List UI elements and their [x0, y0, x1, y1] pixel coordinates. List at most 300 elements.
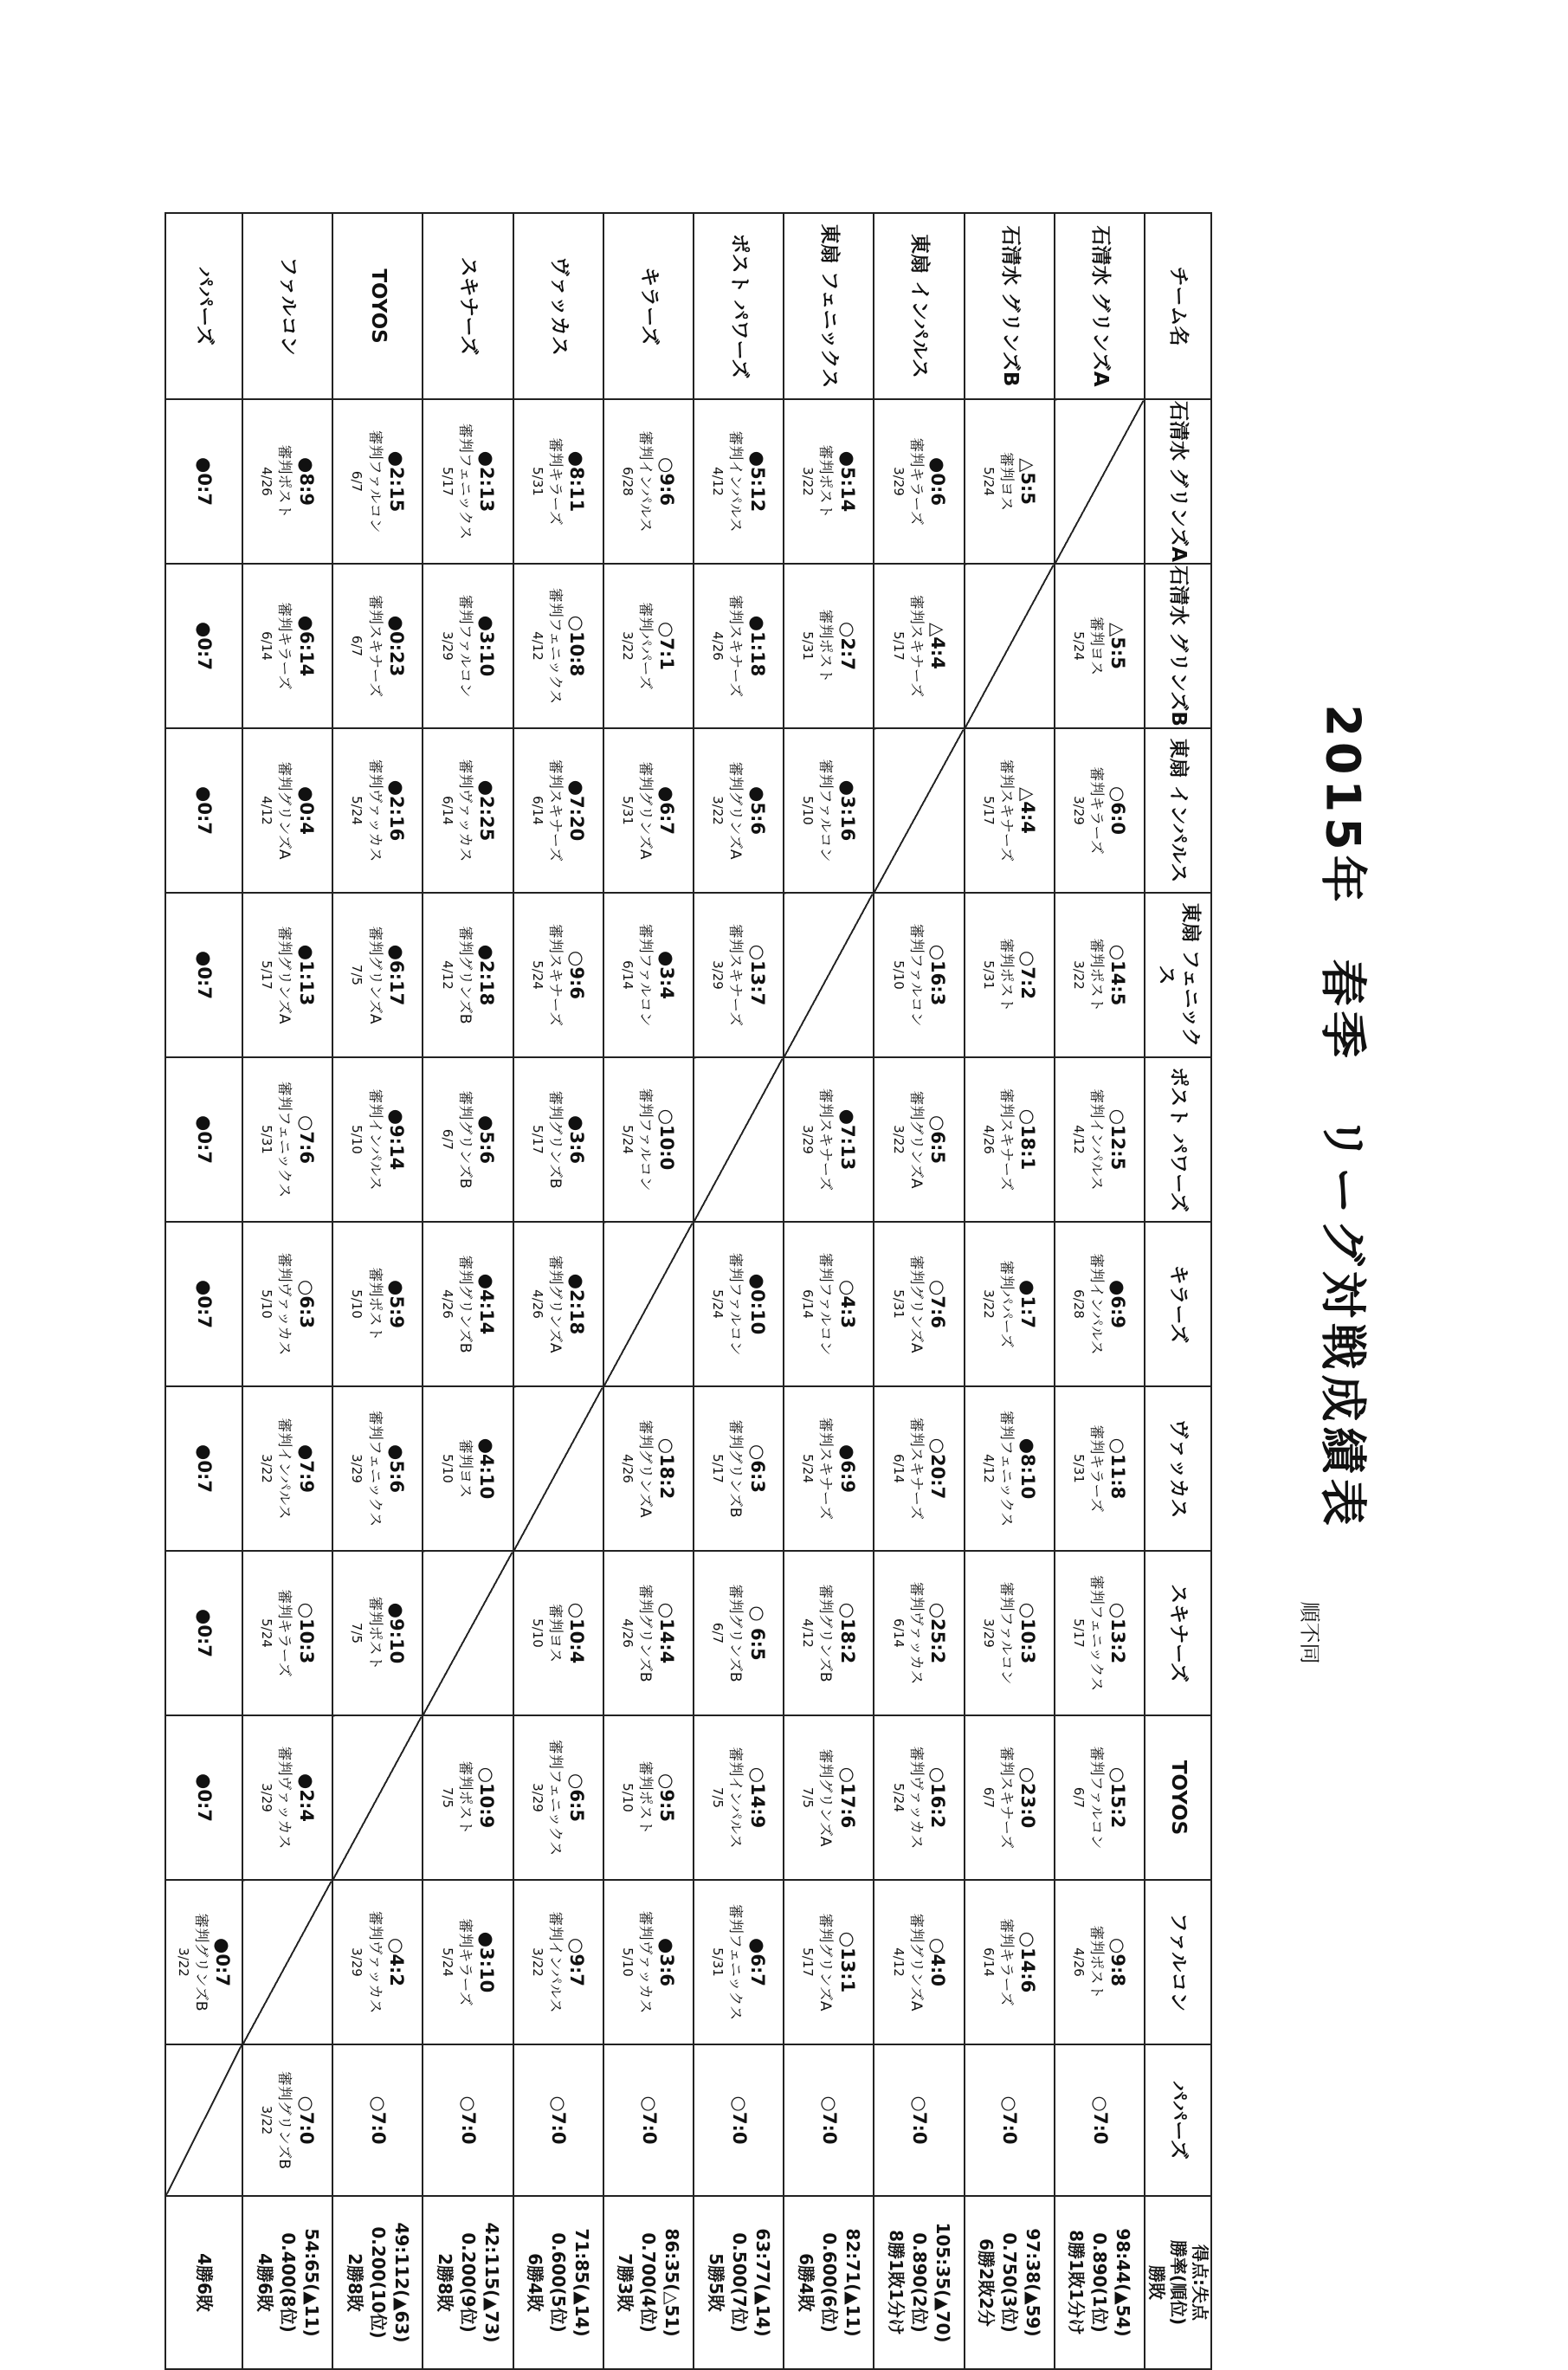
table-row [1055, 213, 1145, 2369]
match-date: 4/12 [890, 1947, 907, 1977]
match-score: ●0:23 [385, 615, 407, 677]
match-date: 5/24 [529, 960, 545, 990]
match-date: 4/26 [980, 1125, 997, 1154]
referee: 審判ポスト [365, 1596, 384, 1670]
diagonal-cell [603, 1222, 694, 1386]
result-cell [965, 728, 1055, 893]
summary-header-line: 得点:失点 [1190, 2244, 1210, 2321]
match-score: ●6:9 [1107, 1280, 1129, 1328]
referee: 審判インパルス [275, 1417, 294, 1520]
summary-header-line: 勝率(順位) [1168, 2239, 1189, 2326]
result-cell [694, 1222, 784, 1386]
match-score: ●8:10 [1017, 1437, 1039, 1500]
result-cell [1055, 2044, 1145, 2196]
referee: 審判ヨス [455, 1439, 474, 1498]
match-date: 4/26 [710, 631, 726, 661]
result-cell [165, 1551, 242, 1715]
summary-value: 0.750(3位) [999, 2232, 1021, 2333]
result-cell [513, 564, 603, 728]
match-date: 6/7 [439, 1128, 455, 1151]
result-cell [165, 564, 242, 728]
match-score: ●6:7 [746, 1938, 768, 1986]
result-cell [1055, 1222, 1145, 1386]
match-score: ●1:18 [746, 615, 768, 677]
match-score: ●5:14 [836, 450, 858, 513]
column-header: スキナーズ [1145, 1551, 1211, 1715]
match-date: 5/24 [980, 467, 997, 496]
match-date: 6/14 [259, 631, 275, 661]
referee: 審判キラーズ [997, 1918, 1015, 2006]
match-date: 5/10 [439, 1454, 455, 1483]
match-date: 7/5 [710, 1786, 726, 1809]
result-cell [874, 2044, 964, 2196]
match-date: 3/29 [349, 1454, 365, 1483]
result-cell [784, 399, 874, 564]
result-cell [874, 1386, 964, 1551]
referee: 審判ポスト [455, 1760, 474, 1835]
match-date: 7/5 [800, 1786, 816, 1809]
referee: 審判ヴァッカス [907, 1581, 925, 1685]
result-cell [874, 1057, 964, 1222]
result-cell [784, 728, 874, 893]
result-cell [332, 728, 423, 893]
match-score: ○10:0 [656, 1108, 678, 1171]
header-row [1145, 213, 1211, 2369]
table-row [332, 213, 423, 2369]
row-header: ヴァッカス [513, 213, 603, 399]
match-score: ●0:6 [926, 457, 948, 506]
match-date: 6/14 [890, 1454, 907, 1483]
referee: 審判フェニックス [1087, 1574, 1106, 1692]
match-score: ●5:6 [746, 786, 768, 835]
result-cell [513, 728, 603, 893]
match-date: 5/24 [349, 796, 365, 825]
match-score: ○18:2 [656, 1437, 678, 1500]
match-score: ○10:8 [566, 615, 588, 677]
result-cell [694, 1715, 784, 1880]
match-score: ○2:7 [836, 622, 858, 670]
match-score: ○20:7 [926, 1437, 948, 1500]
match-date: 4/12 [710, 467, 726, 496]
diagonal-cell [784, 893, 874, 1057]
referee: 審判グリンズA [907, 1255, 925, 1353]
column-header: ヴァッカス [1145, 1386, 1211, 1551]
referee: 審判グリンズB [816, 1584, 835, 1682]
result-cell [332, 1880, 423, 2044]
summary-cell [965, 2196, 1055, 2369]
result-cell [603, 1551, 694, 1715]
result-cell [784, 1880, 874, 2044]
referee: 審判スキナーズ [545, 759, 564, 862]
result-cell [694, 399, 784, 564]
referee: 審判キラーズ [275, 1589, 294, 1677]
referee: 審判スキナーズ [726, 923, 745, 1027]
referee: 審判グリンズB [636, 1584, 655, 1682]
match-date: 6/14 [980, 1947, 997, 1977]
table-row [874, 213, 964, 2369]
referee: 審判スキナーズ [365, 594, 384, 698]
result-cell [784, 2044, 874, 2196]
result-cell [165, 1386, 242, 1551]
match-date: 5/10 [890, 960, 907, 990]
result-cell [165, 1057, 242, 1222]
row-header: TOYOS [332, 213, 423, 399]
result-cell [784, 1057, 874, 1222]
match-date: 7/5 [439, 1786, 455, 1809]
match-score: ○25:2 [926, 1602, 948, 1664]
match-score: ●0:4 [295, 786, 317, 835]
summary-value: 42:115(▲73) [481, 2222, 503, 2343]
summary-value: 2勝8敗 [435, 2253, 456, 2312]
match-score: ○4:3 [836, 1280, 858, 1328]
match-score: ●6:17 [385, 944, 407, 1006]
summary-value: 71:85(▲14) [571, 2228, 593, 2337]
row-header: 東扇 フェニックス [784, 213, 874, 399]
match-score: ○ 6:5 [746, 1605, 768, 1661]
referee: 審判スキナーズ [997, 759, 1015, 862]
match-score: ○14:4 [656, 1602, 678, 1664]
match-date: 4/26 [259, 467, 275, 496]
referee: 審判キラーズ [1087, 766, 1106, 855]
result-cell [603, 1057, 694, 1222]
result-cell [423, 1222, 513, 1386]
summary-value: 6勝4敗 [795, 2253, 816, 2312]
match-date: 7/5 [349, 964, 365, 986]
match-score: ●6:7 [656, 786, 678, 835]
match-score: ●0:7 [194, 1115, 216, 1164]
match-date: 5/31 [620, 796, 636, 825]
match-score: ○6:0 [1107, 786, 1129, 835]
result-cell [874, 1880, 964, 2044]
column-header: キラーズ [1145, 1222, 1211, 1386]
row-header: ファルコン [242, 213, 332, 399]
referee: 審判フェニックス [545, 1739, 564, 1857]
summary-value: 0.700(4位) [638, 2232, 660, 2333]
result-cell [603, 1386, 694, 1551]
match-score: ○7:6 [926, 1280, 948, 1328]
referee: 審判キラーズ [907, 437, 925, 526]
match-date: 3/22 [800, 467, 816, 496]
standings-table [165, 212, 1212, 2370]
referee: 審判グリンズA [907, 1090, 925, 1189]
referee: 審判ファルコン [636, 1088, 655, 1191]
match-date: 5/17 [259, 960, 275, 990]
result-cell [874, 564, 964, 728]
result-cell [332, 1551, 423, 1715]
result-cell [1055, 1880, 1145, 2044]
result-cell [694, 1880, 784, 2044]
result-cell [965, 1880, 1055, 2044]
match-score: ●2:15 [385, 450, 407, 513]
diagonal-cell [242, 1880, 332, 2044]
result-cell [513, 399, 603, 564]
result-cell [513, 1551, 603, 1715]
match-score: ●0:7 [194, 622, 216, 670]
match-score: ●3:6 [566, 1115, 588, 1164]
diagonal-cell [332, 1715, 423, 1880]
table-row [965, 213, 1055, 2369]
column-header: パパーズ [1145, 2044, 1211, 2196]
table-row [603, 213, 694, 2369]
result-cell [242, 728, 332, 893]
result-cell [603, 564, 694, 728]
match-date: 3/22 [890, 1125, 907, 1154]
match-score: ○7:0 [999, 2096, 1021, 2145]
match-date: 5/10 [259, 1289, 275, 1319]
match-date: 5/10 [349, 1289, 365, 1319]
result-cell [423, 728, 513, 893]
result-cell [603, 399, 694, 564]
match-date: 4/12 [439, 960, 455, 990]
match-score: ●0:7 [194, 1444, 216, 1493]
match-score: ○9:7 [566, 1938, 588, 1986]
match-score: ●3:10 [476, 615, 498, 677]
result-cell [242, 1222, 332, 1386]
match-score: ●0:7 [194, 457, 216, 506]
column-header: ポスト パワーズ [1145, 1057, 1211, 1222]
match-date: 5/31 [890, 1289, 907, 1319]
match-score: ○9:8 [1107, 1938, 1129, 1986]
match-score: ●3:6 [656, 1938, 678, 1986]
match-date: 5/24 [890, 1783, 907, 1812]
match-score: ●1:13 [295, 944, 317, 1006]
referee: 審判フェニックス [997, 1410, 1015, 1527]
match-score: ○16:3 [926, 944, 948, 1006]
result-cell [165, 728, 242, 893]
result-cell [165, 399, 242, 564]
referee: 審判スキナーズ [726, 594, 745, 698]
match-date: 5/24 [800, 1454, 816, 1483]
referee: 審判ポスト [1087, 938, 1106, 1012]
match-score: ○13:1 [836, 1931, 858, 1993]
result-cell [1055, 893, 1145, 1057]
match-score: ●2:13 [476, 450, 498, 513]
result-cell [423, 1880, 513, 2044]
referee: 審判ファルコン [455, 594, 474, 698]
referee: 審判グリンズB [726, 1584, 745, 1682]
result-cell [242, 893, 332, 1057]
match-score: ●3:16 [836, 779, 858, 842]
result-cell [513, 1057, 603, 1222]
match-date: 3/22 [175, 1947, 191, 1977]
match-date: 5/24 [620, 1125, 636, 1154]
summary-value: 4勝6敗 [254, 2253, 275, 2312]
referee: 審判パパーズ [997, 1260, 1015, 1348]
match-date: 5/17 [439, 467, 455, 496]
referee: 審判ポスト [636, 1760, 655, 1835]
summary-value: 6勝4敗 [525, 2253, 546, 2312]
referee: 審判フェニックス [275, 1081, 294, 1198]
match-date: 3/29 [710, 960, 726, 990]
match-score: ○7:0 [728, 2096, 750, 2145]
summary-value: 8勝1敗1分け [886, 2230, 907, 2335]
summary-cell [242, 2196, 332, 2369]
summary-value: 82:71(▲11) [842, 2228, 863, 2337]
row-header: 石清水 グリンズB [965, 213, 1055, 399]
referee: 審判インパルス [1087, 1253, 1106, 1355]
match-score: ○23:0 [1017, 1766, 1039, 1829]
match-date: 4/12 [800, 1618, 816, 1648]
match-date: 6/14 [620, 960, 636, 990]
referee: 審判グリンズA [816, 1913, 835, 2012]
match-date: 3/29 [800, 1125, 816, 1154]
match-date: 6/7 [349, 470, 365, 493]
referee: 審判グリンズB [275, 2070, 294, 2170]
column-header: 石清水 グリンズA [1145, 399, 1211, 564]
summary-cell [423, 2196, 513, 2369]
diagonal-cell [165, 2044, 242, 2196]
match-score: ●2:18 [566, 1273, 588, 1335]
referee: 審判ヴァッカス [455, 759, 474, 862]
match-score: ○10:3 [1017, 1602, 1039, 1664]
summary-value: 2勝8敗 [344, 2253, 365, 2312]
summary-value: 105:35(▲70) [932, 2222, 954, 2343]
result-cell [1055, 1057, 1145, 1222]
match-date: 3/29 [980, 1618, 997, 1648]
referee: 審判グリンズB [191, 1913, 210, 2012]
match-date: 6/14 [439, 796, 455, 825]
match-date: 3/29 [529, 1783, 545, 1812]
summary-cell [1055, 2196, 1145, 2369]
result-cell [784, 1386, 874, 1551]
result-cell [423, 399, 513, 564]
table-row [694, 213, 784, 2369]
match-date: 7/5 [349, 1622, 365, 1644]
match-score: ●3:10 [476, 1931, 498, 1993]
match-score: ●0:7 [194, 1609, 216, 1657]
match-score: ○14:5 [1107, 944, 1129, 1006]
match-score: ●7:20 [566, 779, 588, 842]
column-header: 石清水 グリンズB [1145, 564, 1211, 728]
summary-value: 0.890(1位) [1089, 2232, 1111, 2333]
match-score: ○18:1 [1017, 1108, 1039, 1171]
summary-value: 4勝6敗 [194, 2253, 216, 2312]
match-score: ●9:14 [385, 1108, 407, 1171]
match-score: ○7:2 [1017, 951, 1039, 999]
match-score: ●4:10 [476, 1437, 498, 1500]
match-date: 5/31 [529, 467, 545, 496]
result-cell [242, 2044, 332, 2196]
referee: 審判ヴァッカス [275, 1746, 294, 1850]
match-score: ○9:6 [656, 457, 678, 506]
result-cell [423, 893, 513, 1057]
result-cell [423, 2044, 513, 2196]
table-body [165, 213, 1145, 2369]
column-header: TOYOS [1145, 1715, 1211, 1880]
result-cell [165, 893, 242, 1057]
summary-cell [513, 2196, 603, 2369]
column-header: 東扇 インパルス [1145, 728, 1211, 893]
match-score: △4:4 [926, 623, 948, 669]
match-date: 5/17 [800, 1947, 816, 1977]
table-row [165, 213, 242, 2369]
referee: 審判インパルス [636, 430, 655, 533]
match-date: 3/22 [259, 1454, 275, 1483]
match-date: 5/10 [800, 796, 816, 825]
summary-cell [332, 2196, 423, 2369]
match-date: 3/29 [439, 631, 455, 661]
match-score: ●7:9 [295, 1444, 317, 1493]
match-score: ●3:4 [656, 951, 678, 999]
match-date: 5/17 [1070, 1618, 1087, 1648]
referee: 審判ポスト [816, 609, 835, 683]
result-cell [165, 1715, 242, 1880]
result-cell [423, 1715, 513, 1880]
summary-value: 0.200(10位) [367, 2226, 389, 2339]
referee: 審判グリンズA [275, 761, 294, 860]
match-score: ●0:10 [746, 1273, 768, 1335]
referee: 審判ファルコン [1087, 1746, 1106, 1850]
match-score: ○10:4 [566, 1602, 588, 1664]
result-cell [874, 1222, 964, 1386]
referee: 審判ヴァッカス [365, 1910, 384, 2014]
result-cell [603, 728, 694, 893]
referee: 審判フェニックス [455, 423, 474, 540]
result-cell [965, 399, 1055, 564]
row-header: 東扇 インパルス [874, 213, 964, 399]
match-score: ○7:0 [1089, 2096, 1111, 2145]
match-date: 6/14 [890, 1618, 907, 1648]
match-score: ○9:5 [656, 1773, 678, 1822]
match-date: 4/12 [980, 1454, 997, 1483]
match-score: ○4:2 [385, 1938, 407, 1986]
match-score: ●5:9 [385, 1280, 407, 1328]
match-score: ●0:7 [194, 951, 216, 999]
referee: 審判ファルコン [636, 923, 655, 1027]
referee: 審判グリンズB [455, 926, 474, 1024]
result-cell [874, 1715, 964, 1880]
result-cell [1055, 728, 1145, 893]
summary-cell [603, 2196, 694, 2369]
summary-value: 49:112(▲63) [390, 2222, 412, 2343]
match-score: ○12:5 [1107, 1108, 1129, 1171]
referee: 審判ポスト [997, 938, 1015, 1012]
match-score: ●0:7 [212, 1938, 234, 1986]
match-date: 5/10 [349, 1125, 365, 1154]
diagonal-cell [513, 1386, 603, 1551]
result-cell [874, 893, 964, 1057]
match-score: ●8:11 [566, 450, 588, 513]
referee: 審判スキナーズ [907, 594, 925, 698]
match-score: ○9:6 [566, 951, 588, 999]
result-cell [784, 1222, 874, 1386]
match-score: ●6:14 [295, 615, 317, 677]
result-cell [423, 1386, 513, 1551]
referee: 審判ファルコン [907, 923, 925, 1027]
match-date: 3/22 [529, 1947, 545, 1977]
result-cell [694, 564, 784, 728]
match-score: ●5:6 [385, 1444, 407, 1493]
match-date: 6/7 [349, 635, 365, 657]
match-score: ○7:0 [909, 2096, 931, 2145]
referee: 審判スキナーズ [997, 1746, 1015, 1850]
diagonal-cell [694, 1057, 784, 1222]
result-cell [965, 1715, 1055, 1880]
referee: 審判グリンズB [455, 1255, 474, 1353]
result-cell [513, 1222, 603, 1386]
match-date: 6/28 [620, 467, 636, 496]
match-score: ●9:10 [385, 1602, 407, 1664]
match-date: 5/24 [1070, 631, 1087, 661]
referee: 審判グリンズA [907, 1913, 925, 2012]
match-score: ○7:0 [819, 2096, 840, 2145]
match-date: 5/24 [710, 1289, 726, 1319]
referee: 審判フェニックス [545, 587, 564, 705]
match-date: 3/29 [890, 467, 907, 496]
result-cell [513, 2044, 603, 2196]
match-date: 5/31 [1070, 1454, 1087, 1483]
summary-value: 6勝2敗2分 [976, 2238, 997, 2327]
